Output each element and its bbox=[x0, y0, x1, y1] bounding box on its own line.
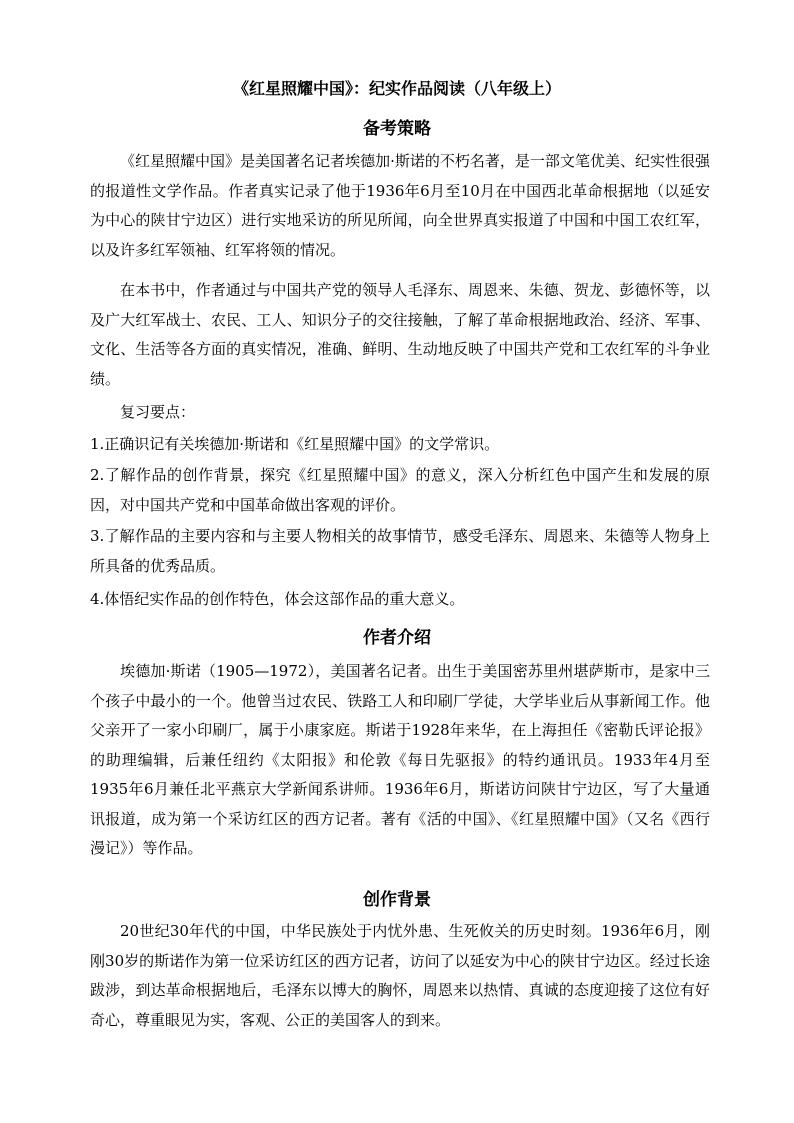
review-point-4: 4.体悟纪实作品的创作特色，体会这部作品的重大意义。 bbox=[90, 590, 465, 608]
strategy-paragraph-1: 《红星照耀中国》是美国著名记者埃德加·斯诺的不朽名著，是一部文笔优美、纪实性很强的报道性文学作品。作者真实记录了他于1936年6月至10月在中国西北革命根据地（以延安为中心的陕甘宁边区）进行实地采访的所见所闻，向全世界真实报道了中国和中国工农红军，以及许多红军领袖、红军将领的情况。 bbox=[90, 152, 710, 259]
strategy-paragraph-2: 在本书中，作者通过与中国共产党的领导人毛泽东、周恩来、朱德、贺龙、彭德怀等，以及广大红军战士、农民、工人、知识分子的交往接触，了解了革命根据地政治、经济、军事、文化、生活等各方面的真实情况，准确、鲜明、生动地反映了中国共产党和工农红军的斗争业绩。 bbox=[90, 281, 710, 388]
section-heading-author: 作者介绍 bbox=[363, 628, 431, 648]
review-point-1: 1.正确识记有关埃德加·斯诺和《红星照耀中国》的文学常识。 bbox=[90, 435, 500, 453]
section-heading-background: 创作背景 bbox=[363, 890, 431, 910]
review-points-label: 复习要点： bbox=[120, 403, 196, 421]
document-title: 《红星照耀中国》：纪实作品阅读（八年级上） bbox=[232, 79, 561, 98]
section-heading-strategy: 备考策略 bbox=[363, 119, 431, 139]
review-point-2: 2.了解作品的创作背景，探究《红星照耀中国》的意义，深入分析红色中国产生和发展的原因，对中国共产党和中国革命做出客观的评价。 bbox=[90, 466, 710, 514]
review-point-3: 3.了解作品的主要内容和与主要人物相关的故事情节，感受毛泽东、周恩来、朱德等人物身上所具备的优秀品质。 bbox=[90, 527, 710, 575]
author-paragraph: 埃德加·斯诺（1905—1972），美国著名记者。出生于美国密苏里州堪萨斯市，是家中三个孩子中最小的一个。他曾当过农民、铁路工人和印刷厂学徒，大学毕业后从事新闻工作。他父亲开了一家小印刷厂，属于小康家庭。斯诺于1928年来华，在上海担任《密勒氏评论报》的助理编辑，后兼任纽约《太阳报》和伦敦《每日先驱报》的特约通讯员。1933年4月至1935年6月兼任北平燕京大学新闻系讲师。1936年6月，斯诺访问陕甘宁边区，写了大量通讯报道，成为第一个采访红区的西方记者。著有《活的中国》、《红星照耀中国》（又名《西行漫记》）等作品。 bbox=[90, 662, 710, 857]
background-paragraph: 20世纪30年代的中国，中华民族处于内忧外患、生死攸关的历史时刻。1936年6月，刚刚30岁的斯诺作为第一位采访红区的西方记者，访问了以延安为中心的陕甘宁边区。经过长途跋涉，到达革命根据地后，毛泽东以博大的胸怀，周恩来以热情、真诚的态度迎接了这位有好奇心，尊重眼见为实，客观、公正的美国客人的到来。 bbox=[90, 922, 710, 1029]
